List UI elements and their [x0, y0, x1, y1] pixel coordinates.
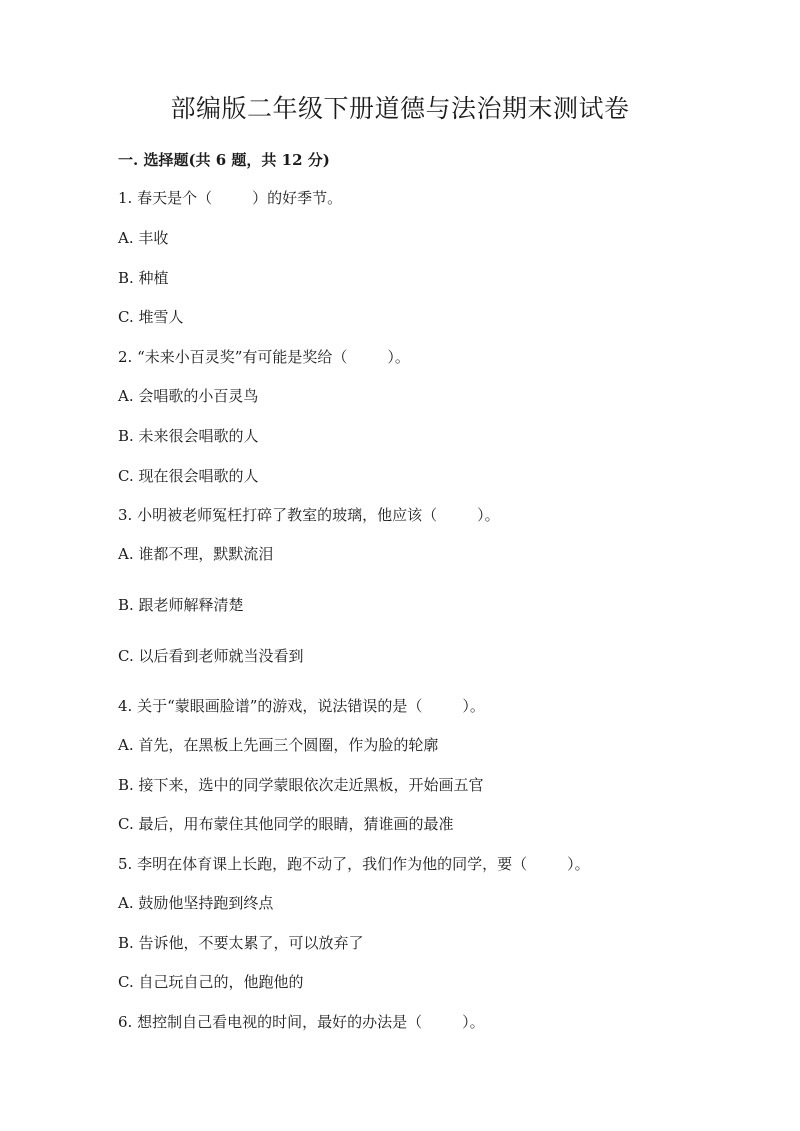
question-3-option-b: B. 跟老师解释清楚: [118, 596, 244, 614]
question-5-option-b: B. 告诉他，不要太累了，可以放弃了: [118, 934, 364, 952]
section-heading: 一. 选择题(共 6 题，共 12 分): [118, 151, 330, 169]
question-1-option-b: B. 种植: [118, 269, 169, 287]
question-4: [118, 695, 485, 717]
question-1-option-c: C. 堆雪人: [118, 308, 184, 326]
question-4-stem: 4. 关于“蒙眼画脸谱”的游戏，说法错误的是（: [118, 697, 423, 715]
question-5-option-c: C. 自己玩自己的，他跑他的: [118, 973, 304, 991]
question-4-stem-end: ）。: [462, 697, 485, 715]
question-1-stem: 1. 春天是个（: [118, 189, 213, 207]
question-2-option-a: A. 会唱歌的小百灵鸟: [118, 387, 259, 405]
question-1-stem-end: ）的好季节。: [252, 189, 343, 207]
question-6-stem-end: ）。: [462, 1013, 485, 1031]
question-5: [118, 853, 590, 875]
question-4-option-b: B. 接下来，选中的同学蒙眼依次走近黑板，开始画五官: [118, 776, 484, 794]
question-1: [118, 187, 342, 209]
question-2-option-c: C. 现在很会唱歌的人: [118, 467, 259, 485]
question-4-option-a: A. 首先，在黑板上先画三个圆圈，作为脸的轮廓: [118, 736, 439, 754]
question-1-option-a: A. 丰收: [118, 229, 169, 247]
question-2-stem-end: ）。: [387, 348, 410, 366]
question-3-option-c: C. 以后看到老师就当没看到: [118, 647, 304, 665]
question-3-option-a: A. 谁都不理，默默流泪: [118, 545, 274, 563]
question-6: [118, 1011, 485, 1033]
question-6-stem: 6. 想控制自己看电视的时间，最好的办法是（: [118, 1013, 423, 1031]
question-4-option-c: C. 最后，用布蒙住其他同学的眼睛，猜谁画的最准: [118, 815, 454, 833]
page-title: 部编版二年级下册道德与法治期末测试卷: [170, 94, 630, 123]
question-3-stem: 3. 小明被老师冤枉打碎了教室的玻璃，他应该（: [118, 506, 438, 524]
question-2: [118, 346, 410, 368]
question-2-option-b: B. 未来很会唱歌的人: [118, 427, 259, 445]
question-5-stem: 5. 李明在体育课上长跑，跑不动了，我们作为他的同学，要（: [118, 855, 528, 873]
question-5-stem-end: ）。: [567, 855, 590, 873]
question-2-stem: 2. “未来小百灵奖”有可能是奖给（: [118, 348, 348, 366]
question-3: [118, 504, 500, 526]
question-3-stem-end: ）。: [477, 506, 500, 524]
question-5-option-a: A. 鼓励他坚持跑到终点: [118, 894, 274, 912]
